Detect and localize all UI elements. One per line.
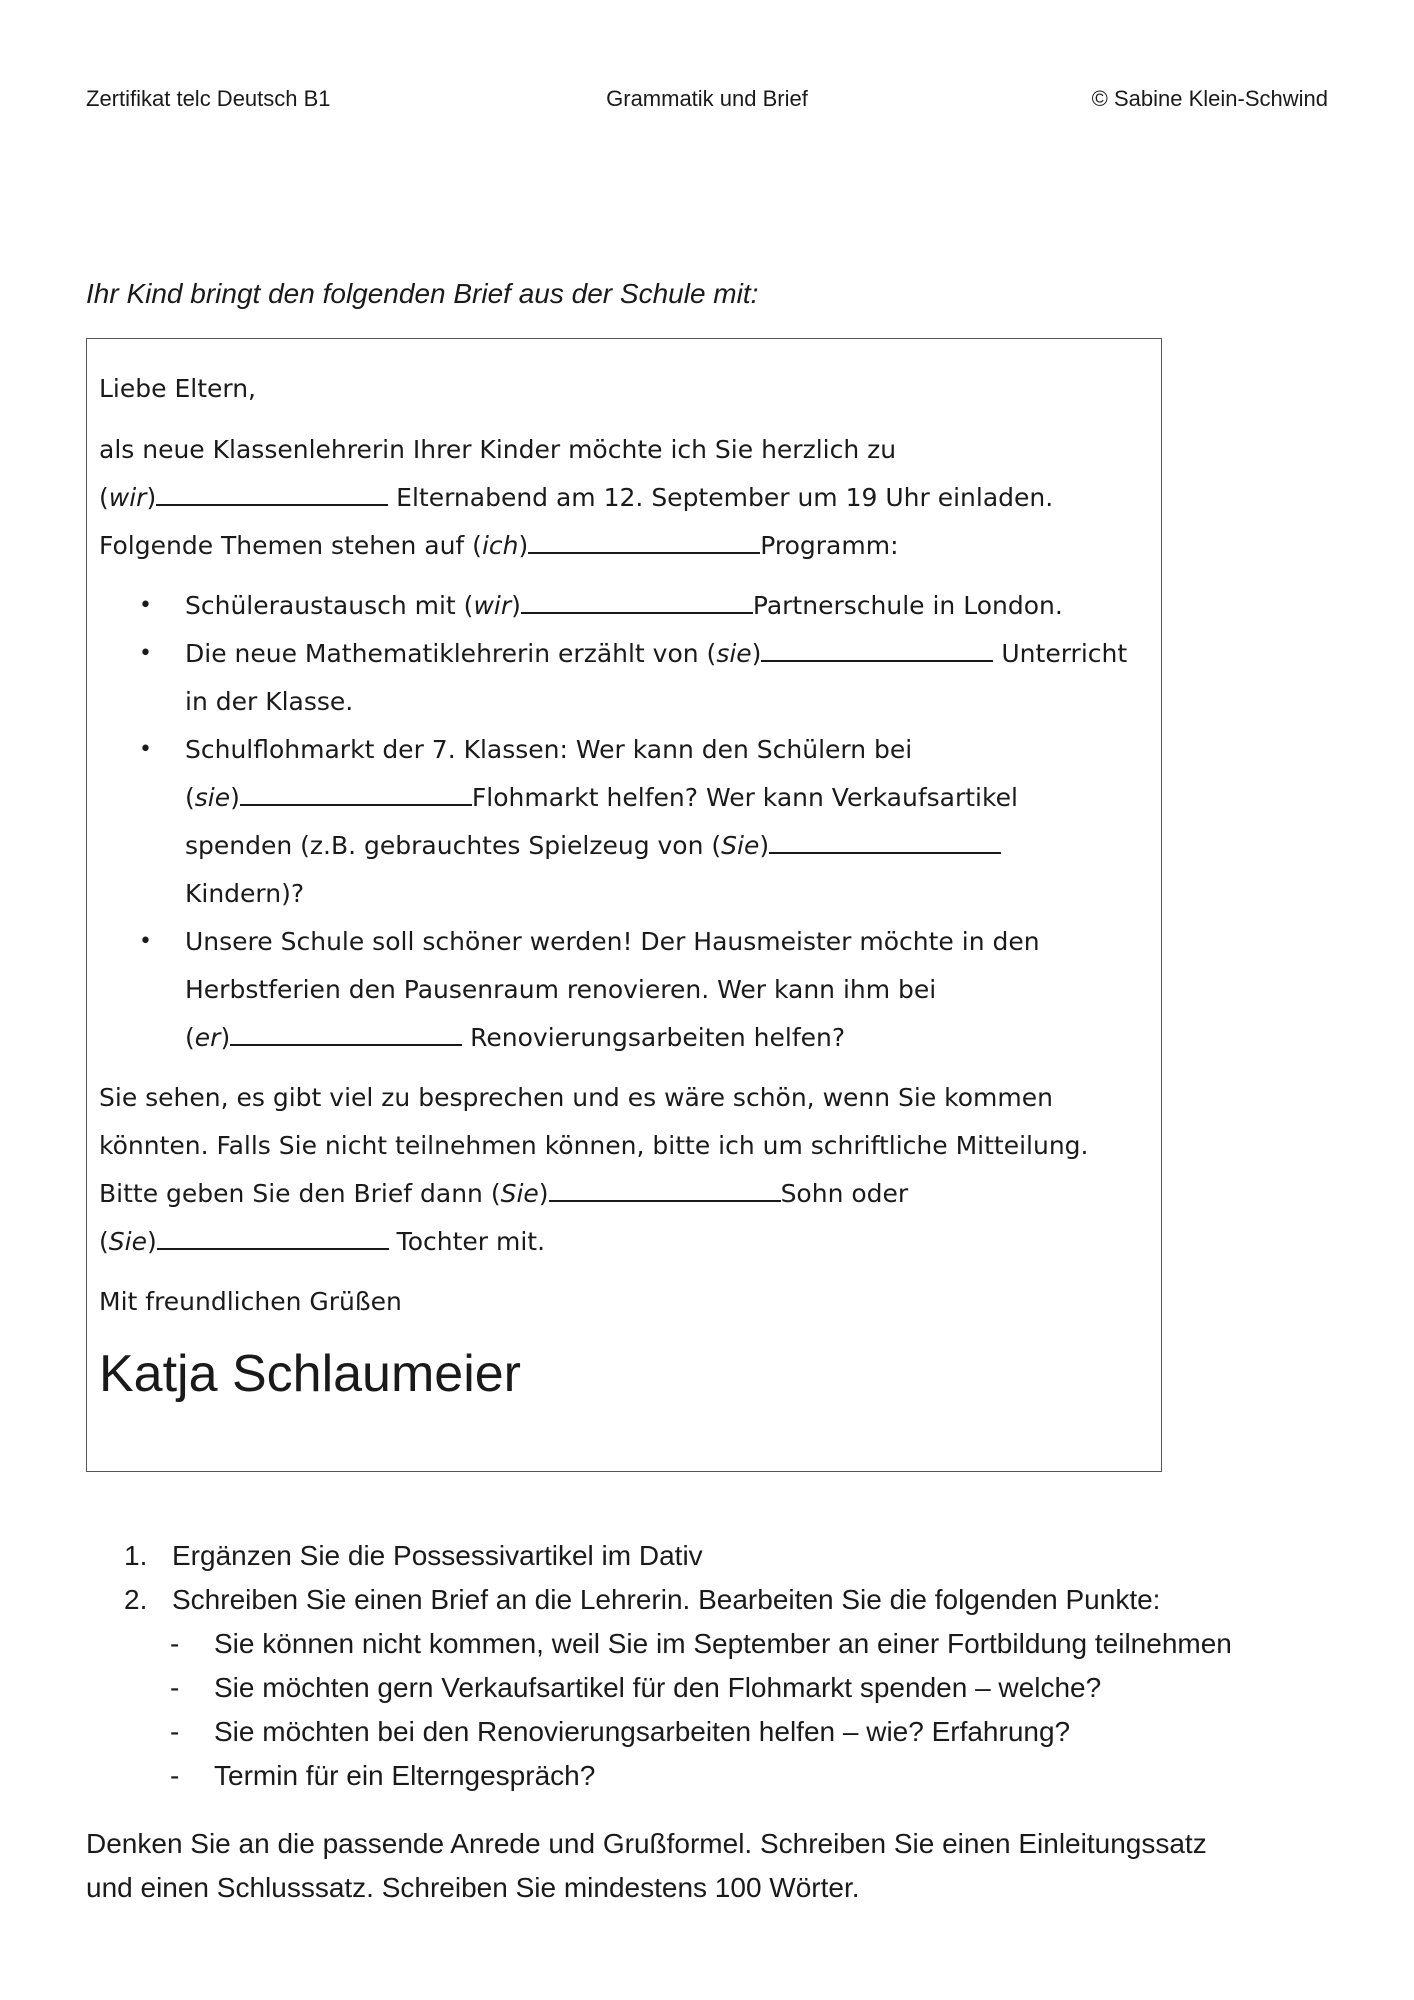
header-right: © Sabine Klein-Schwind <box>1091 86 1328 111</box>
list-item: • Unsere Schule soll schöner werden! Der Hausmeister möchte in den Herbstferien den Pausenraum renovieren. Wer kann ihm bei (er) Renovierungsarbeiten helfen? <box>99 918 1153 1062</box>
letter-box <box>86 338 1162 1472</box>
sub-item-text: Sie möchten bei den Renovierungsarbeiten helfen – wie? Erfahrung? <box>214 1716 1071 1747</box>
blank-field <box>521 583 753 614</box>
letter-line: (Sie) Tochter mit. <box>99 1218 1153 1266</box>
blank-field <box>528 523 760 554</box>
letter-paragraph-2 <box>99 1074 1153 1266</box>
dash-icon: - <box>170 1760 180 1791</box>
task-text: Ergänzen Sie die Possessivartikel im Dativ <box>172 1540 703 1571</box>
signature: Katja Schlaumeier <box>99 1345 521 1403</box>
list-item <box>86 1578 1374 1622</box>
letter-paragraph-1 <box>99 426 1153 570</box>
bullet-icon: • <box>139 593 152 618</box>
dash-icon: - <box>170 1716 180 1747</box>
sub-item <box>86 1666 1374 1710</box>
list-item: • Die neue Mathematiklehrerin erzählt von (sie) Unterricht in der Klasse. <box>99 630 1153 726</box>
header-left: Zertifikat telc Deutsch B1 <box>86 86 331 111</box>
letter-body <box>99 339 1153 1406</box>
intro-text: Ihr Kind bringt den folgenden Brief aus der Schule mit: <box>86 278 759 309</box>
blank-field <box>157 1219 389 1250</box>
blank-field <box>549 1171 781 1202</box>
list-item: • Schüleraustausch mit (wir) Partnerschule in London. <box>99 582 1153 630</box>
letter-line: Bitte geben Sie den Brief dann (Sie) Sohn oder <box>99 1170 1153 1218</box>
hint-word: Sie <box>108 1227 147 1256</box>
hint-word: ich <box>481 531 519 560</box>
list-item <box>86 1534 1374 1578</box>
dash-icon: - <box>170 1628 180 1659</box>
hint-word: sie <box>194 783 231 812</box>
blank-field <box>761 631 993 662</box>
blank-field <box>240 775 472 806</box>
hint-word: Sie <box>500 1179 539 1208</box>
hint-word: wir <box>473 591 512 620</box>
blank-field <box>230 1015 462 1046</box>
letter-line: Folgende Themen stehen auf (ich) Programm: <box>99 522 1153 570</box>
task-text: Schreiben Sie einen Brief an die Lehrerin. Bearbeiten Sie die folgenden Punkte: <box>172 1584 1161 1615</box>
bullet-icon: • <box>139 641 152 666</box>
task-number: 2. <box>124 1584 148 1615</box>
hint-word: er <box>194 1023 221 1052</box>
hint-word: wir <box>108 483 147 512</box>
letter-line: könnten. Falls Sie nicht teilnehmen können, bitte ich um schriftliche Mitteilung. <box>99 1131 1089 1160</box>
letter-greeting: Liebe Eltern, <box>99 374 257 403</box>
hint-word: sie <box>716 639 752 668</box>
sub-item-text: Sie möchten gern Verkaufsartikel für den Flohmarkt spenden – welche? <box>214 1672 1102 1703</box>
sub-item <box>86 1710 1374 1754</box>
task-list <box>86 1534 1374 1798</box>
bullet-icon: • <box>139 737 152 762</box>
letter-line: Sie sehen, es gibt viel zu besprechen und es wäre schön, wenn Sie kommen <box>99 1083 1053 1112</box>
sub-item <box>86 1754 1374 1798</box>
bullet-icon: • <box>139 929 152 954</box>
closing-instructions <box>86 1822 1346 1910</box>
blank-field <box>156 475 388 506</box>
letter-line: als neue Klassenlehrerin Ihrer Kinder möchte ich Sie herzlich zu <box>99 435 897 464</box>
hint-word: Sie <box>721 831 760 860</box>
dash-icon: - <box>170 1672 180 1703</box>
list-item: • Schulflohmarkt der 7. Klassen: Wer kann den Schülern bei (sie) Flohmarkt helfen? Wer kann Verkaufsartikel spenden (z.B. gebrauchtes Spielzeug von (Sie) Kindern)? <box>99 726 1153 918</box>
blank-field <box>769 823 1001 854</box>
sub-item-text: Termin für ein Elterngespräch? <box>214 1760 596 1791</box>
closing-line: Denken Sie an die passende Anrede und Grußformel. Schreiben Sie einen Einleitungssatz <box>86 1828 1207 1859</box>
sub-item <box>86 1622 1374 1666</box>
letter-closing: Mit freundlichen Grüßen <box>99 1287 402 1316</box>
task-number: 1. <box>124 1540 148 1571</box>
letter-bullet-list <box>99 582 1153 1062</box>
header-center: Grammatik und Brief <box>606 86 808 111</box>
letter-line: (wir) Elternabend am 12. September um 19 Uhr einladen. <box>99 474 1153 522</box>
sub-item-text: Sie können nicht kommen, weil Sie im September an einer Fortbildung teilnehmen <box>214 1628 1232 1659</box>
page-header <box>86 86 1328 116</box>
closing-line: und einen Schlusssatz. Schreiben Sie mindestens 100 Wörter. <box>86 1872 860 1903</box>
